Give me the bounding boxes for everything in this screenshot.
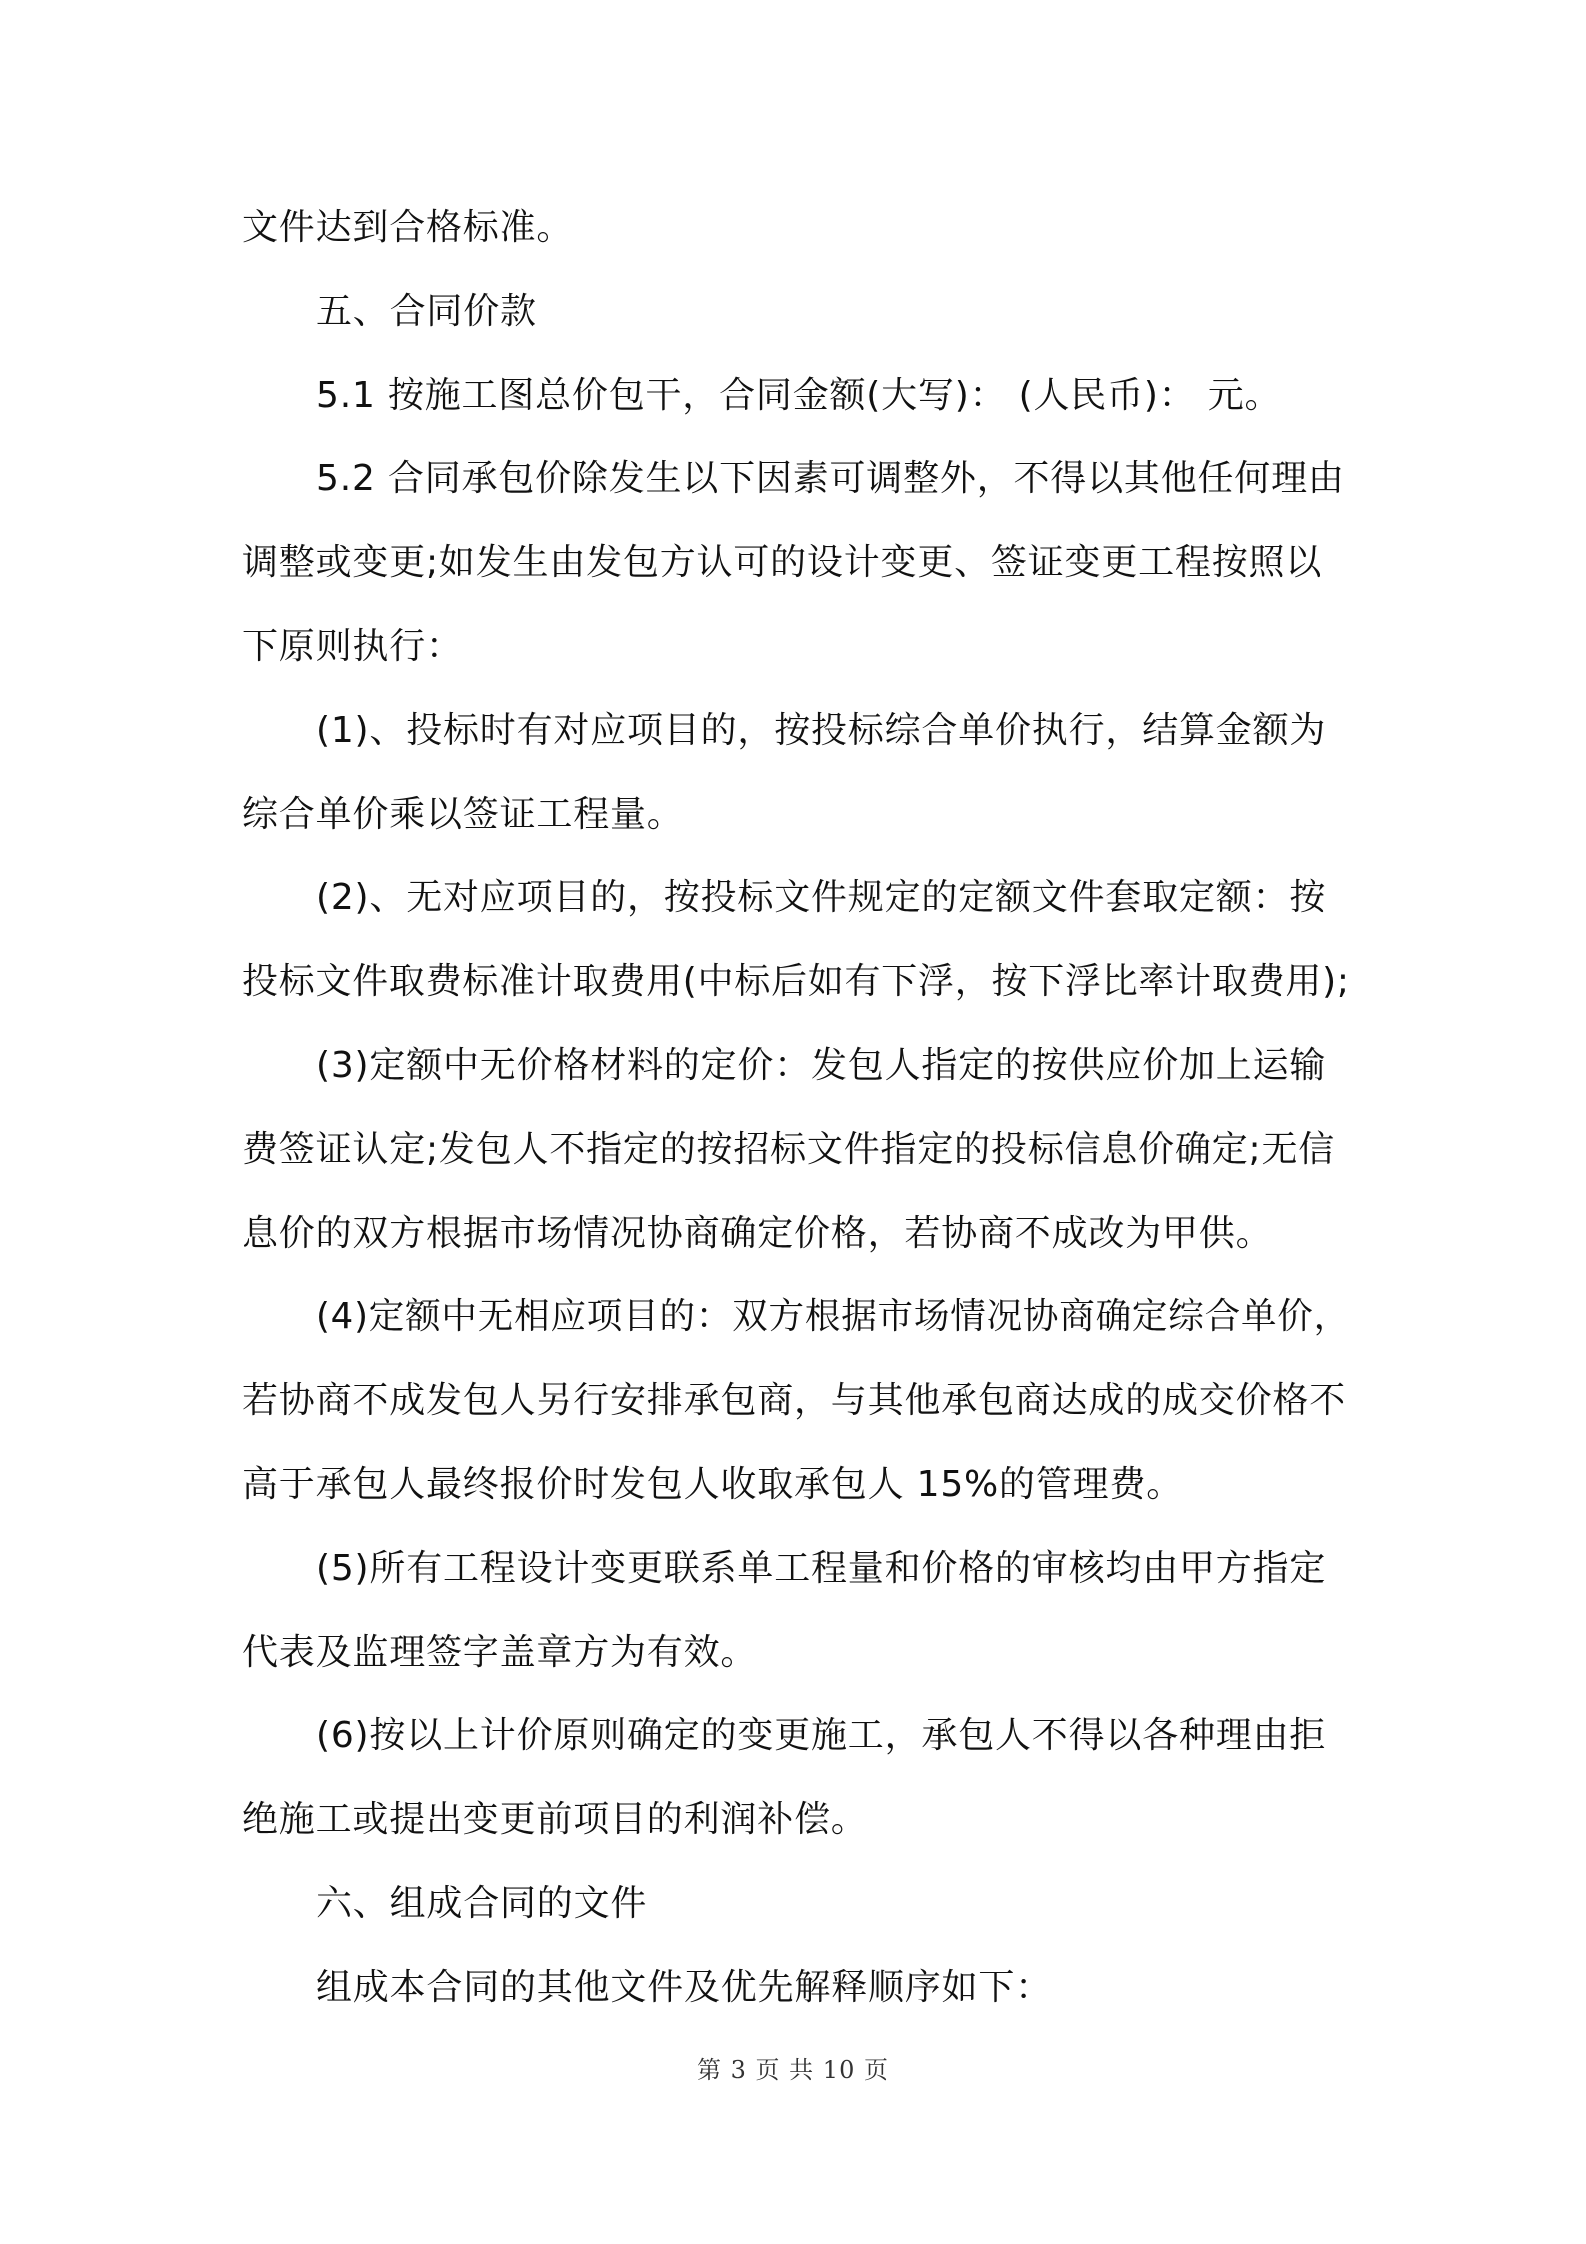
text-line: 息价的双方根据市场情况协商确定价格，若协商不成改为甲供。: [242, 1213, 1273, 1254]
page-number-footer: 第 3 页 共 10 页: [697, 2056, 889, 2084]
text-line: 高于承包人最终报价时发包人收取承包人 15%的管理费。: [242, 1464, 1184, 1505]
text-line: (1)、投标时有对应项目的，按投标综合单价执行，结算金额为: [316, 710, 1327, 751]
text-line: 5.1 按施工图总价包干，合同金额(大写)： (人民币)： 元。: [316, 375, 1282, 416]
section-heading: 六、组成合同的文件: [316, 1883, 648, 1924]
text-line: 组成本合同的其他文件及优先解释顺序如下：: [316, 1967, 1053, 2008]
text-line: (2)、无对应项目的，按投标文件规定的定额文件套取定额：按: [316, 877, 1327, 918]
text-line: (4)定额中无相应项目的：双方根据市场情况协商确定综合单价，: [316, 1296, 1350, 1337]
text-line: 投标文件取费标准计取费用(中标后如有下浮，按下浮比率计取费用);: [242, 961, 1350, 1002]
text-line: 若协商不成发包人另行安排承包商，与其他承包商达成的成交价格不: [242, 1380, 1347, 1421]
text-line: 下原则执行：: [242, 626, 463, 667]
text-line: 代表及监理签字盖章方为有效。: [242, 1632, 758, 1673]
text-line: 文件达到合格标准。: [242, 207, 574, 248]
text-line: (3)定额中无价格材料的定价：发包人指定的按供应价加上运输: [316, 1045, 1327, 1086]
text-line: 调整或变更;如发生由发包方认可的设计变更、签证变更工程按照以: [242, 542, 1323, 583]
text-line: 5.2 合同承包价除发生以下因素可调整外，不得以其他任何理由: [316, 458, 1345, 499]
text-line: 绝施工或提出变更前项目的利润补偿。: [242, 1799, 868, 1840]
text-line: 费签证认定;发包人不指定的按招标文件指定的投标信息价确定;无信: [242, 1129, 1336, 1170]
section-heading: 五、合同价款: [316, 291, 537, 332]
text-line: (5)所有工程设计变更联系单工程量和价格的审核均由甲方指定: [316, 1548, 1327, 1589]
text-line: (6)按以上计价原则确定的变更施工，承包人不得以各种理由拒: [316, 1715, 1327, 1756]
text-line: 综合单价乘以签证工程量。: [242, 794, 684, 835]
